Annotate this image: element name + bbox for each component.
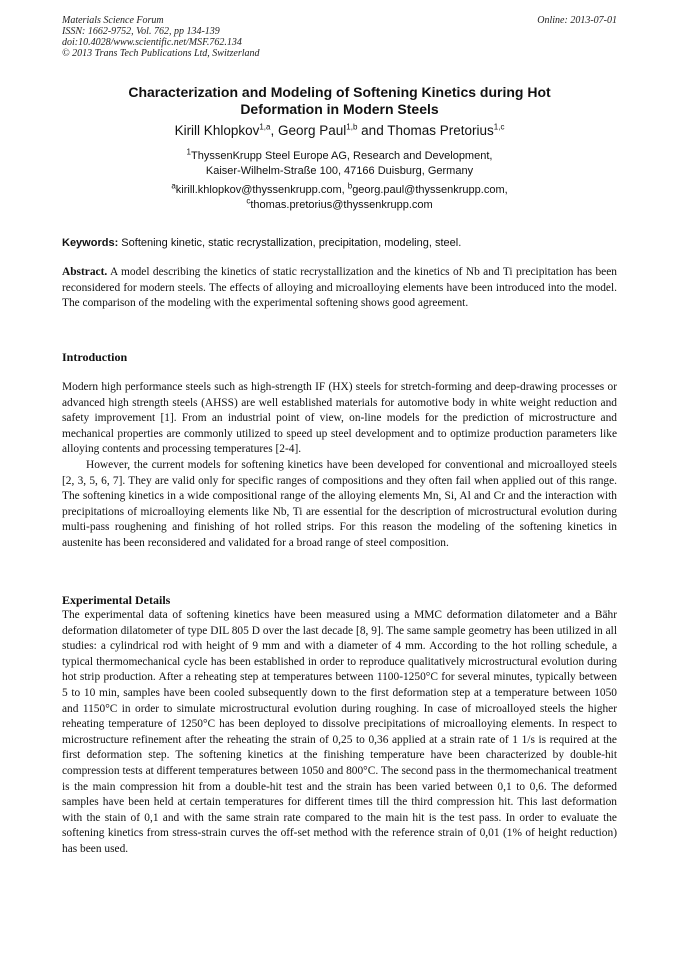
experimental-body — [62, 608, 617, 858]
journal-name: Materials Science Forum — [62, 15, 164, 26]
email-mark-a: a — [171, 181, 176, 191]
author-emails — [62, 183, 617, 213]
author-affil-mark: 1,b — [346, 122, 358, 132]
keywords-text: Softening kinetic, static recrystallization, precipitation, modeling, steel. — [118, 237, 462, 249]
author-separator: , — [270, 123, 278, 138]
affiliation-line-2: Kaiser-Wilhelm-Straße 100, 47166 Duisburg, Germany — [205, 165, 474, 177]
abstract-label: Abstract. — [62, 266, 108, 278]
author-separator: and — [357, 123, 388, 138]
abstract-text: A model describing the kinetics of static recrystallization and the kinetics of Nb and Ti precipitation has been reconsidered for modern steels. The effects of alloying and microalloying elements have been introduced into the model. The comparison of the modeling with the experimental softening shows good agreement. — [62, 266, 617, 310]
keywords — [62, 236, 617, 250]
email-b[interactable]: georg.paul@thyssenkrupp.com, — [352, 184, 508, 196]
introduction-body — [62, 380, 617, 552]
section-heading-experimental: Experimental Details — [62, 593, 171, 607]
email-a[interactable]: kirill.khlopkov@thyssenkrupp.com, — [175, 184, 348, 196]
introduction-paragraph-1: Modern high performance steels such as high-strength IF (HX) steels for stretch-forming and deep-drawing processes or advanced high strength steels (AHSS) are well established materials for automotive body in white weight reduction and safety improvement [1]. From an industrial point of view, on-line models for the prediction of microstructure and mechanical properties are commonly utilized to speed up steel development and to optimize production parameters like alloying contents and processing temperatures [2-4]. — [62, 381, 617, 456]
author-name: Kirill Khlopkov — [174, 123, 260, 138]
experimental-paragraph-1: The experimental data of softening kinetics have been measured using a MMC deformation dilatometer and a Bähr deformation dilatometer of type DIL 805 D over the last decade [8, 9]. The same sample geometry has been utilized in all studies: a cylindrical rod with height of 9 mm and with a diameter of 4 mm. According to the hot rolling schedule, a typical thermomechanical cycle has been established in order to reproduce qualitatively microstructural evolution during hot strip production. After a reheating step at temperatures between 1100-1250°C for several minutes, typically between 5 to 10 min, samples have been cooled subsequently down to the first deformation step at a temperature between 1050 and 1150°C in order to simulate microstructural evolution during roughing. In case of microalloyed steels the higher reheating temperature of 1250°C has been deployed to dissolve precipitations of microalloying elements. In respect to microstructure refinement after the reheating the strain of 0,25 to 0,36 applied at a strain rate of 1 1/s is required at the first deformation step. The softening kinetics at the finishing temperature have been characterized by double-hit compression tests at different temperatures between 1050 and 800°C. The second pass in the thermomechanical treatment is the main compression hit from a double-hit test and the strain has been varied between 0,1 to 0,6. The deformed samples have been held at certain temperatures for different times till the third compression hit. This last deformation with the stain of 0,1 and with the same strain rate compared to the main hit is the test pass. In order to evaluate the softening kinetics from stress-strain curves the off-set method with the reference strain of 0,01 (1% of height reduction) has been used. — [62, 609, 617, 855]
abstract — [62, 265, 617, 312]
paper-title-line-2: Deformation in Modern Steels — [240, 101, 439, 117]
paper-title-line-1: Characterization and Modeling of Softening Kinetics during Hot — [128, 84, 551, 100]
journal-header — [62, 15, 617, 59]
email-c[interactable]: thomas.pretorius@thyssenkrupp.com — [250, 199, 433, 211]
email-mark-c: c — [246, 196, 251, 206]
author-affil-mark: 1,c — [493, 122, 505, 132]
email-mark-b: b — [347, 181, 353, 191]
journal-doi: doi:10.4028/www.scientific.net/MSF.762.134 — [62, 37, 242, 48]
affiliation — [62, 149, 617, 179]
online-date: Online: 2013-07-01 — [537, 15, 617, 26]
keywords-label: Keywords: — [62, 237, 119, 249]
introduction-paragraph-2: However, the current models for softening kinetics have been developed for conventional and microalloyed steels [2, 3, 5, 6, 7]. They are valid only for specific ranges of compositions and they often fail when applied out of this range. The softening kinetics in a wide compositional range of the alloying elements Mn, Si, Al and Cr and the interaction with precipitations of microalloying elements like Nb, Ti are essential for the description of microstructural evolution during multi-pass roughening and finishing of hot rolled strips. For this reason the modeling of the softening kinetics in austenite has been reconsidered and validated for a broad range of steel composition. — [62, 458, 617, 549]
affiliation-line-1: ThyssenKrupp Steel Europe AG, Research and Development, — [191, 150, 493, 162]
paper-title — [62, 84, 617, 118]
section-heading-introduction: Introduction — [62, 350, 128, 364]
author-list — [62, 122, 617, 139]
author-name: Thomas Pretorius — [387, 123, 494, 138]
author-name: Georg Paul — [278, 123, 347, 138]
journal-issn: ISSN: 1662-9752, Vol. 762, pp 134-139 — [62, 26, 220, 37]
affiliation-mark: 1 — [186, 147, 191, 157]
journal-copyright: © 2013 Trans Tech Publications Ltd, Switzerland — [62, 48, 260, 59]
author-affil-mark: 1,a — [259, 122, 271, 132]
